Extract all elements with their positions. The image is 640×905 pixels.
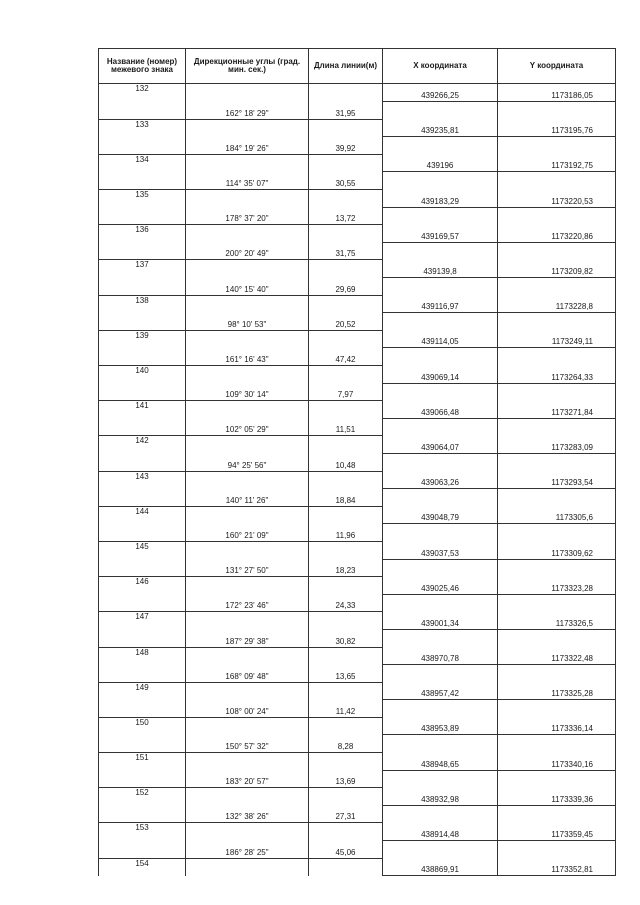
empty-cell: [186, 260, 309, 278]
x-coordinate-cell: 439001,34: [383, 612, 498, 630]
x-coordinate-cell: 439139,8: [383, 260, 498, 278]
point-name-cell: 139: [99, 330, 186, 348]
empty-cell: [99, 770, 186, 788]
line-length-cell: 13,65: [309, 665, 383, 683]
point-name-cell: 146: [99, 577, 186, 595]
point-name-cell: 133: [99, 119, 186, 137]
line-length-cell: 7,97: [309, 383, 383, 401]
segment-row: [99, 137, 616, 155]
point-name-cell: 143: [99, 471, 186, 489]
segment-row: [99, 700, 616, 718]
segment-row: [99, 313, 616, 331]
empty-cell: [99, 313, 186, 331]
y-coordinate-cell: 1173323,28: [498, 577, 616, 595]
empty-cell: [383, 489, 498, 507]
x-coordinate-cell: 438932,98: [383, 788, 498, 806]
point-row: [99, 225, 616, 243]
y-coordinate-cell: 1173325,28: [498, 682, 616, 700]
point-row: [99, 366, 616, 384]
y-coordinate-cell: 1173336,14: [498, 717, 616, 735]
header-direction-angle: Дирекционные углы (град. мин. сек.): [186, 49, 309, 84]
direction-angle-cell: 161° 16' 43": [186, 348, 309, 366]
point-name-cell: 145: [99, 541, 186, 559]
empty-cell: [383, 348, 498, 366]
empty-cell: [383, 172, 498, 190]
line-length-cell: 31,75: [309, 242, 383, 260]
header-x-coordinate: X координата: [383, 49, 498, 84]
y-coordinate-cell: 1173339,36: [498, 788, 616, 806]
empty-cell: [498, 770, 616, 788]
point-row: [99, 577, 616, 595]
empty-cell: [383, 137, 498, 155]
empty-cell: [99, 629, 186, 647]
segment-row: [99, 383, 616, 401]
direction-angle-cell: 187° 29' 38": [186, 629, 309, 647]
empty-cell: [498, 102, 616, 120]
x-coordinate-cell: 439196: [383, 154, 498, 172]
empty-cell: [309, 753, 383, 771]
empty-cell: [309, 401, 383, 419]
empty-cell: [498, 489, 616, 507]
header-point-name: Название (номер) межевого знака: [99, 49, 186, 84]
direction-angle-cell: 109° 30' 14": [186, 383, 309, 401]
empty-cell: [186, 788, 309, 806]
point-name-cell: 135: [99, 190, 186, 208]
survey-coordinates-table: [98, 48, 616, 876]
direction-angle-cell: 132° 38' 26": [186, 805, 309, 823]
y-coordinate-cell: 1173283,09: [498, 436, 616, 454]
segment-row: [99, 453, 616, 471]
point-row: [99, 401, 616, 419]
empty-cell: [186, 154, 309, 172]
table-body: [99, 84, 616, 876]
empty-cell: [309, 541, 383, 559]
line-length-cell: 11,96: [309, 524, 383, 542]
x-coordinate-cell: 439064,07: [383, 436, 498, 454]
direction-angle-cell: 98° 10' 53": [186, 313, 309, 331]
x-coordinate-cell: 439048,79: [383, 506, 498, 524]
empty-cell: [383, 383, 498, 401]
empty-cell: [99, 700, 186, 718]
direction-angle-cell: 108° 00' 24": [186, 700, 309, 718]
y-coordinate-cell: 1173186,05: [498, 84, 616, 102]
line-length-cell: 30,82: [309, 629, 383, 647]
x-coordinate-cell: 438869,91: [383, 858, 498, 876]
x-coordinate-cell: 439169,57: [383, 225, 498, 243]
direction-angle-cell: 150° 57' 32": [186, 735, 309, 753]
segment-row: [99, 524, 616, 542]
point-row: [99, 541, 616, 559]
point-row: [99, 788, 616, 806]
empty-cell: [99, 418, 186, 436]
empty-cell: [498, 278, 616, 296]
line-length-cell: 8,28: [309, 735, 383, 753]
empty-cell: [99, 559, 186, 577]
direction-angle-cell: 178° 37' 20": [186, 207, 309, 225]
empty-cell: [498, 841, 616, 859]
empty-cell: [99, 172, 186, 190]
y-coordinate-cell: 1173209,82: [498, 260, 616, 278]
empty-cell: [309, 366, 383, 384]
empty-cell: [383, 770, 498, 788]
empty-cell: [383, 700, 498, 718]
y-coordinate-cell: 1173352,81: [498, 858, 616, 876]
point-name-cell: 137: [99, 260, 186, 278]
segment-row: [99, 418, 616, 436]
segment-row: [99, 629, 616, 647]
point-row: [99, 295, 616, 313]
y-coordinate-cell: 1173340,16: [498, 753, 616, 771]
point-name-cell: 141: [99, 401, 186, 419]
empty-cell: [99, 665, 186, 683]
empty-cell: [309, 506, 383, 524]
x-coordinate-cell: 439037,53: [383, 541, 498, 559]
line-length-cell: 10,48: [309, 453, 383, 471]
empty-cell: [383, 629, 498, 647]
empty-cell: [99, 805, 186, 823]
empty-cell: [186, 647, 309, 665]
direction-angle-cell: 168° 09' 48": [186, 665, 309, 683]
empty-cell: [498, 524, 616, 542]
empty-cell: [99, 207, 186, 225]
empty-cell: [99, 137, 186, 155]
x-coordinate-cell: 439235,81: [383, 119, 498, 137]
point-row: [99, 858, 616, 876]
empty-cell: [383, 524, 498, 542]
empty-cell: [383, 242, 498, 260]
empty-cell: [99, 453, 186, 471]
empty-cell: [186, 119, 309, 137]
header-row: [99, 49, 616, 84]
empty-cell: [186, 295, 309, 313]
empty-cell: [383, 665, 498, 683]
y-coordinate-cell: 1173271,84: [498, 401, 616, 419]
line-length-cell: 24,33: [309, 594, 383, 612]
empty-cell: [498, 172, 616, 190]
empty-cell: [186, 612, 309, 630]
empty-cell: [498, 559, 616, 577]
point-name-cell: 148: [99, 647, 186, 665]
empty-cell: [309, 612, 383, 630]
empty-cell: [309, 154, 383, 172]
point-row: [99, 471, 616, 489]
empty-cell: [309, 647, 383, 665]
point-row: [99, 506, 616, 524]
empty-cell: [186, 190, 309, 208]
empty-cell: [186, 577, 309, 595]
empty-cell: [309, 295, 383, 313]
point-row: [99, 154, 616, 172]
point-name-cell: 149: [99, 682, 186, 700]
empty-cell: [186, 506, 309, 524]
empty-cell: [383, 102, 498, 120]
line-length-cell: 31,95: [309, 102, 383, 120]
empty-cell: [186, 401, 309, 419]
direction-angle-cell: 172° 23' 46": [186, 594, 309, 612]
point-name-cell: 154: [99, 858, 186, 876]
direction-angle-cell: 183° 20' 57": [186, 770, 309, 788]
x-coordinate-cell: 439266,25: [383, 84, 498, 102]
empty-cell: [383, 313, 498, 331]
direction-angle-cell: 184° 19' 26": [186, 137, 309, 155]
point-name-cell: 134: [99, 154, 186, 172]
empty-cell: [498, 313, 616, 331]
point-row: [99, 823, 616, 841]
point-name-cell: 142: [99, 436, 186, 454]
empty-cell: [309, 823, 383, 841]
y-coordinate-cell: 1173264,33: [498, 366, 616, 384]
empty-cell: [186, 366, 309, 384]
empty-cell: [309, 436, 383, 454]
point-name-cell: 151: [99, 753, 186, 771]
point-name-cell: 132: [99, 84, 186, 102]
empty-cell: [186, 436, 309, 454]
empty-cell: [498, 700, 616, 718]
empty-cell: [186, 682, 309, 700]
point-row: [99, 753, 616, 771]
segment-row: [99, 348, 616, 366]
line-length-cell: 29,69: [309, 278, 383, 296]
x-coordinate-cell: 439069,14: [383, 366, 498, 384]
point-row: [99, 190, 616, 208]
segment-row: [99, 207, 616, 225]
empty-cell: [498, 137, 616, 155]
x-coordinate-cell: 438970,78: [383, 647, 498, 665]
line-length-cell: 30,55: [309, 172, 383, 190]
empty-cell: [99, 594, 186, 612]
point-name-cell: 140: [99, 366, 186, 384]
direction-angle-cell: 186° 28' 25": [186, 841, 309, 859]
empty-cell: [99, 102, 186, 120]
segment-row: [99, 735, 616, 753]
direction-angle-cell: 94° 25' 56": [186, 453, 309, 471]
empty-cell: [309, 330, 383, 348]
x-coordinate-cell: 438948,65: [383, 753, 498, 771]
empty-cell: [309, 119, 383, 137]
empty-cell: [498, 348, 616, 366]
empty-cell: [186, 471, 309, 489]
segment-row: [99, 102, 616, 120]
empty-cell: [186, 753, 309, 771]
empty-cell: [498, 594, 616, 612]
line-length-cell: 11,42: [309, 700, 383, 718]
direction-angle-cell: 102° 05' 29": [186, 418, 309, 436]
line-length-cell: 39,92: [309, 137, 383, 155]
segment-row: [99, 841, 616, 859]
point-row: [99, 436, 616, 454]
empty-cell: [309, 225, 383, 243]
empty-cell: [309, 788, 383, 806]
point-row: [99, 717, 616, 735]
empty-cell: [186, 717, 309, 735]
empty-cell: [99, 242, 186, 260]
point-name-cell: 152: [99, 788, 186, 806]
line-length-cell: 13,72: [309, 207, 383, 225]
segment-row: [99, 489, 616, 507]
empty-cell: [498, 242, 616, 260]
empty-cell: [498, 735, 616, 753]
empty-cell: [498, 665, 616, 683]
y-coordinate-cell: 1173309,62: [498, 541, 616, 559]
empty-cell: [383, 805, 498, 823]
empty-cell: [383, 841, 498, 859]
y-coordinate-cell: 1173322,48: [498, 647, 616, 665]
empty-cell: [383, 559, 498, 577]
segment-row: [99, 665, 616, 683]
y-coordinate-cell: 1173192,75: [498, 154, 616, 172]
segment-row: [99, 278, 616, 296]
empty-cell: [99, 841, 186, 859]
empty-cell: [99, 489, 186, 507]
empty-cell: [309, 260, 383, 278]
empty-cell: [186, 84, 309, 102]
empty-cell: [383, 207, 498, 225]
x-coordinate-cell: 439116,97: [383, 295, 498, 313]
x-coordinate-cell: 438957,42: [383, 682, 498, 700]
y-coordinate-cell: 1173305,6: [498, 506, 616, 524]
empty-cell: [99, 348, 186, 366]
y-coordinate-cell: 1173359,45: [498, 823, 616, 841]
segment-row: [99, 770, 616, 788]
empty-cell: [498, 383, 616, 401]
header-line-length: Длина линии(м): [309, 49, 383, 84]
point-name-cell: 153: [99, 823, 186, 841]
direction-angle-cell: 140° 15' 40": [186, 278, 309, 296]
empty-cell: [498, 207, 616, 225]
y-coordinate-cell: 1173220,86: [498, 225, 616, 243]
empty-cell: [99, 383, 186, 401]
line-length-cell: 27,31: [309, 805, 383, 823]
empty-cell: [309, 471, 383, 489]
y-coordinate-cell: 1173249,11: [498, 330, 616, 348]
y-coordinate-cell: 1173228,8: [498, 295, 616, 313]
empty-cell: [309, 190, 383, 208]
header-y-coordinate: Y координата: [498, 49, 616, 84]
x-coordinate-cell: 439066,48: [383, 401, 498, 419]
line-length-cell: 13,69: [309, 770, 383, 788]
line-length-cell: 11,51: [309, 418, 383, 436]
point-row: [99, 84, 616, 102]
direction-angle-cell: 160° 21' 09": [186, 524, 309, 542]
line-length-cell: 18,84: [309, 489, 383, 507]
empty-cell: [309, 717, 383, 735]
direction-angle-cell: 114° 35' 07": [186, 172, 309, 190]
y-coordinate-cell: 1173220,53: [498, 190, 616, 208]
empty-cell: [186, 858, 309, 876]
empty-cell: [186, 541, 309, 559]
empty-cell: [498, 453, 616, 471]
empty-cell: [309, 84, 383, 102]
line-length-cell: 20,52: [309, 313, 383, 331]
line-length-cell: 45,06: [309, 841, 383, 859]
empty-cell: [309, 682, 383, 700]
segment-row: [99, 172, 616, 190]
y-coordinate-cell: 1173195,76: [498, 119, 616, 137]
x-coordinate-cell: 439183,29: [383, 190, 498, 208]
line-length-cell: 18,23: [309, 559, 383, 577]
empty-cell: [99, 735, 186, 753]
point-row: [99, 119, 616, 137]
point-name-cell: 136: [99, 225, 186, 243]
point-row: [99, 682, 616, 700]
point-name-cell: 147: [99, 612, 186, 630]
empty-cell: [309, 577, 383, 595]
y-coordinate-cell: 1173326,5: [498, 612, 616, 630]
empty-cell: [383, 418, 498, 436]
segment-row: [99, 559, 616, 577]
direction-angle-cell: 162° 18' 29": [186, 102, 309, 120]
segment-row: [99, 242, 616, 260]
empty-cell: [383, 594, 498, 612]
direction-angle-cell: 200° 20' 49": [186, 242, 309, 260]
y-coordinate-cell: 1173293,54: [498, 471, 616, 489]
point-row: [99, 330, 616, 348]
point-name-cell: 138: [99, 295, 186, 313]
empty-cell: [186, 225, 309, 243]
empty-cell: [383, 278, 498, 296]
empty-cell: [383, 453, 498, 471]
x-coordinate-cell: 438914,48: [383, 823, 498, 841]
x-coordinate-cell: 439025,46: [383, 577, 498, 595]
point-row: [99, 647, 616, 665]
line-length-cell: 47,42: [309, 348, 383, 366]
empty-cell: [186, 823, 309, 841]
direction-angle-cell: 140° 11' 26": [186, 489, 309, 507]
empty-cell: [498, 629, 616, 647]
point-name-cell: 144: [99, 506, 186, 524]
point-row: [99, 612, 616, 630]
x-coordinate-cell: 439063,26: [383, 471, 498, 489]
segment-row: [99, 594, 616, 612]
point-name-cell: 150: [99, 717, 186, 735]
empty-cell: [383, 735, 498, 753]
point-row: [99, 260, 616, 278]
direction-angle-cell: 131° 27' 50": [186, 559, 309, 577]
x-coordinate-cell: 438953,89: [383, 717, 498, 735]
empty-cell: [498, 805, 616, 823]
empty-cell: [99, 524, 186, 542]
empty-cell: [99, 278, 186, 296]
x-coordinate-cell: 439114,05: [383, 330, 498, 348]
empty-cell: [186, 330, 309, 348]
segment-row: [99, 805, 616, 823]
empty-cell: [498, 418, 616, 436]
empty-cell: [309, 858, 383, 876]
